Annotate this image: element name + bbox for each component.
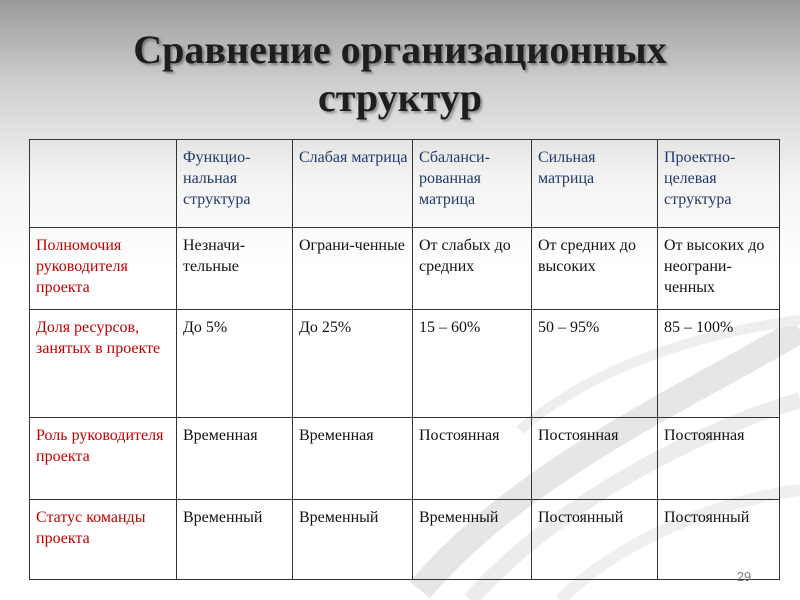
table-cell: Постоянный	[658, 500, 780, 580]
table-row	[30, 418, 780, 500]
slide-title-line-1: Сравнение организационных	[133, 27, 667, 72]
column-header-balanced-matrix: Сбаланси-рованная матрица	[413, 140, 532, 228]
page-number: 29	[736, 569, 752, 584]
table-cell: Постоянный	[532, 500, 658, 580]
table-cell: Постоянная	[658, 418, 780, 500]
table-row	[30, 310, 780, 418]
table-cell: От средних до высоких	[532, 228, 658, 310]
table-header-row	[30, 140, 780, 228]
table-cell: Постоянная	[413, 418, 532, 500]
table-cell: Временная	[177, 418, 293, 500]
slide-title-line-2: структур	[317, 75, 483, 120]
table-cell: 50 – 95%	[532, 310, 658, 418]
table-cell: От слабых до средних	[413, 228, 532, 310]
table-row	[30, 500, 780, 580]
table-cell: Незначи-тельные	[177, 228, 293, 310]
table-cell: Временный	[293, 500, 413, 580]
row-header-team-status: Статус команды проекта	[30, 500, 177, 580]
table-cell: Временная	[293, 418, 413, 500]
column-header-projectized: Проектно-целевая структура	[658, 140, 780, 228]
table-cell: От высоких до неограни-ченных	[658, 228, 780, 310]
row-header-manager-role: Роль руководителя проекта	[30, 418, 177, 500]
table-cell: 85 – 100%	[658, 310, 780, 418]
column-header-strong-matrix: Сильная матрица	[532, 140, 658, 228]
table-cell: Ограни-ченные	[293, 228, 413, 310]
table-cell: Временный	[413, 500, 532, 580]
slide-title	[0, 26, 800, 122]
table-cell: До 5%	[177, 310, 293, 418]
row-header-resource-share: Доля ресурсов, занятых в проекте	[30, 310, 177, 418]
column-header-weak-matrix: Слабая матрица	[293, 140, 413, 228]
row-header-authority: Полномочия руководителя проекта	[30, 228, 177, 310]
table-corner-cell	[30, 140, 177, 228]
table-cell: 15 – 60%	[413, 310, 532, 418]
column-header-functional: Функцио-нальная структура	[177, 140, 293, 228]
table-row	[30, 228, 780, 310]
table-cell: Постоянная	[532, 418, 658, 500]
table-cell: До 25%	[293, 310, 413, 418]
comparison-table	[29, 139, 780, 580]
table-cell: Временный	[177, 500, 293, 580]
